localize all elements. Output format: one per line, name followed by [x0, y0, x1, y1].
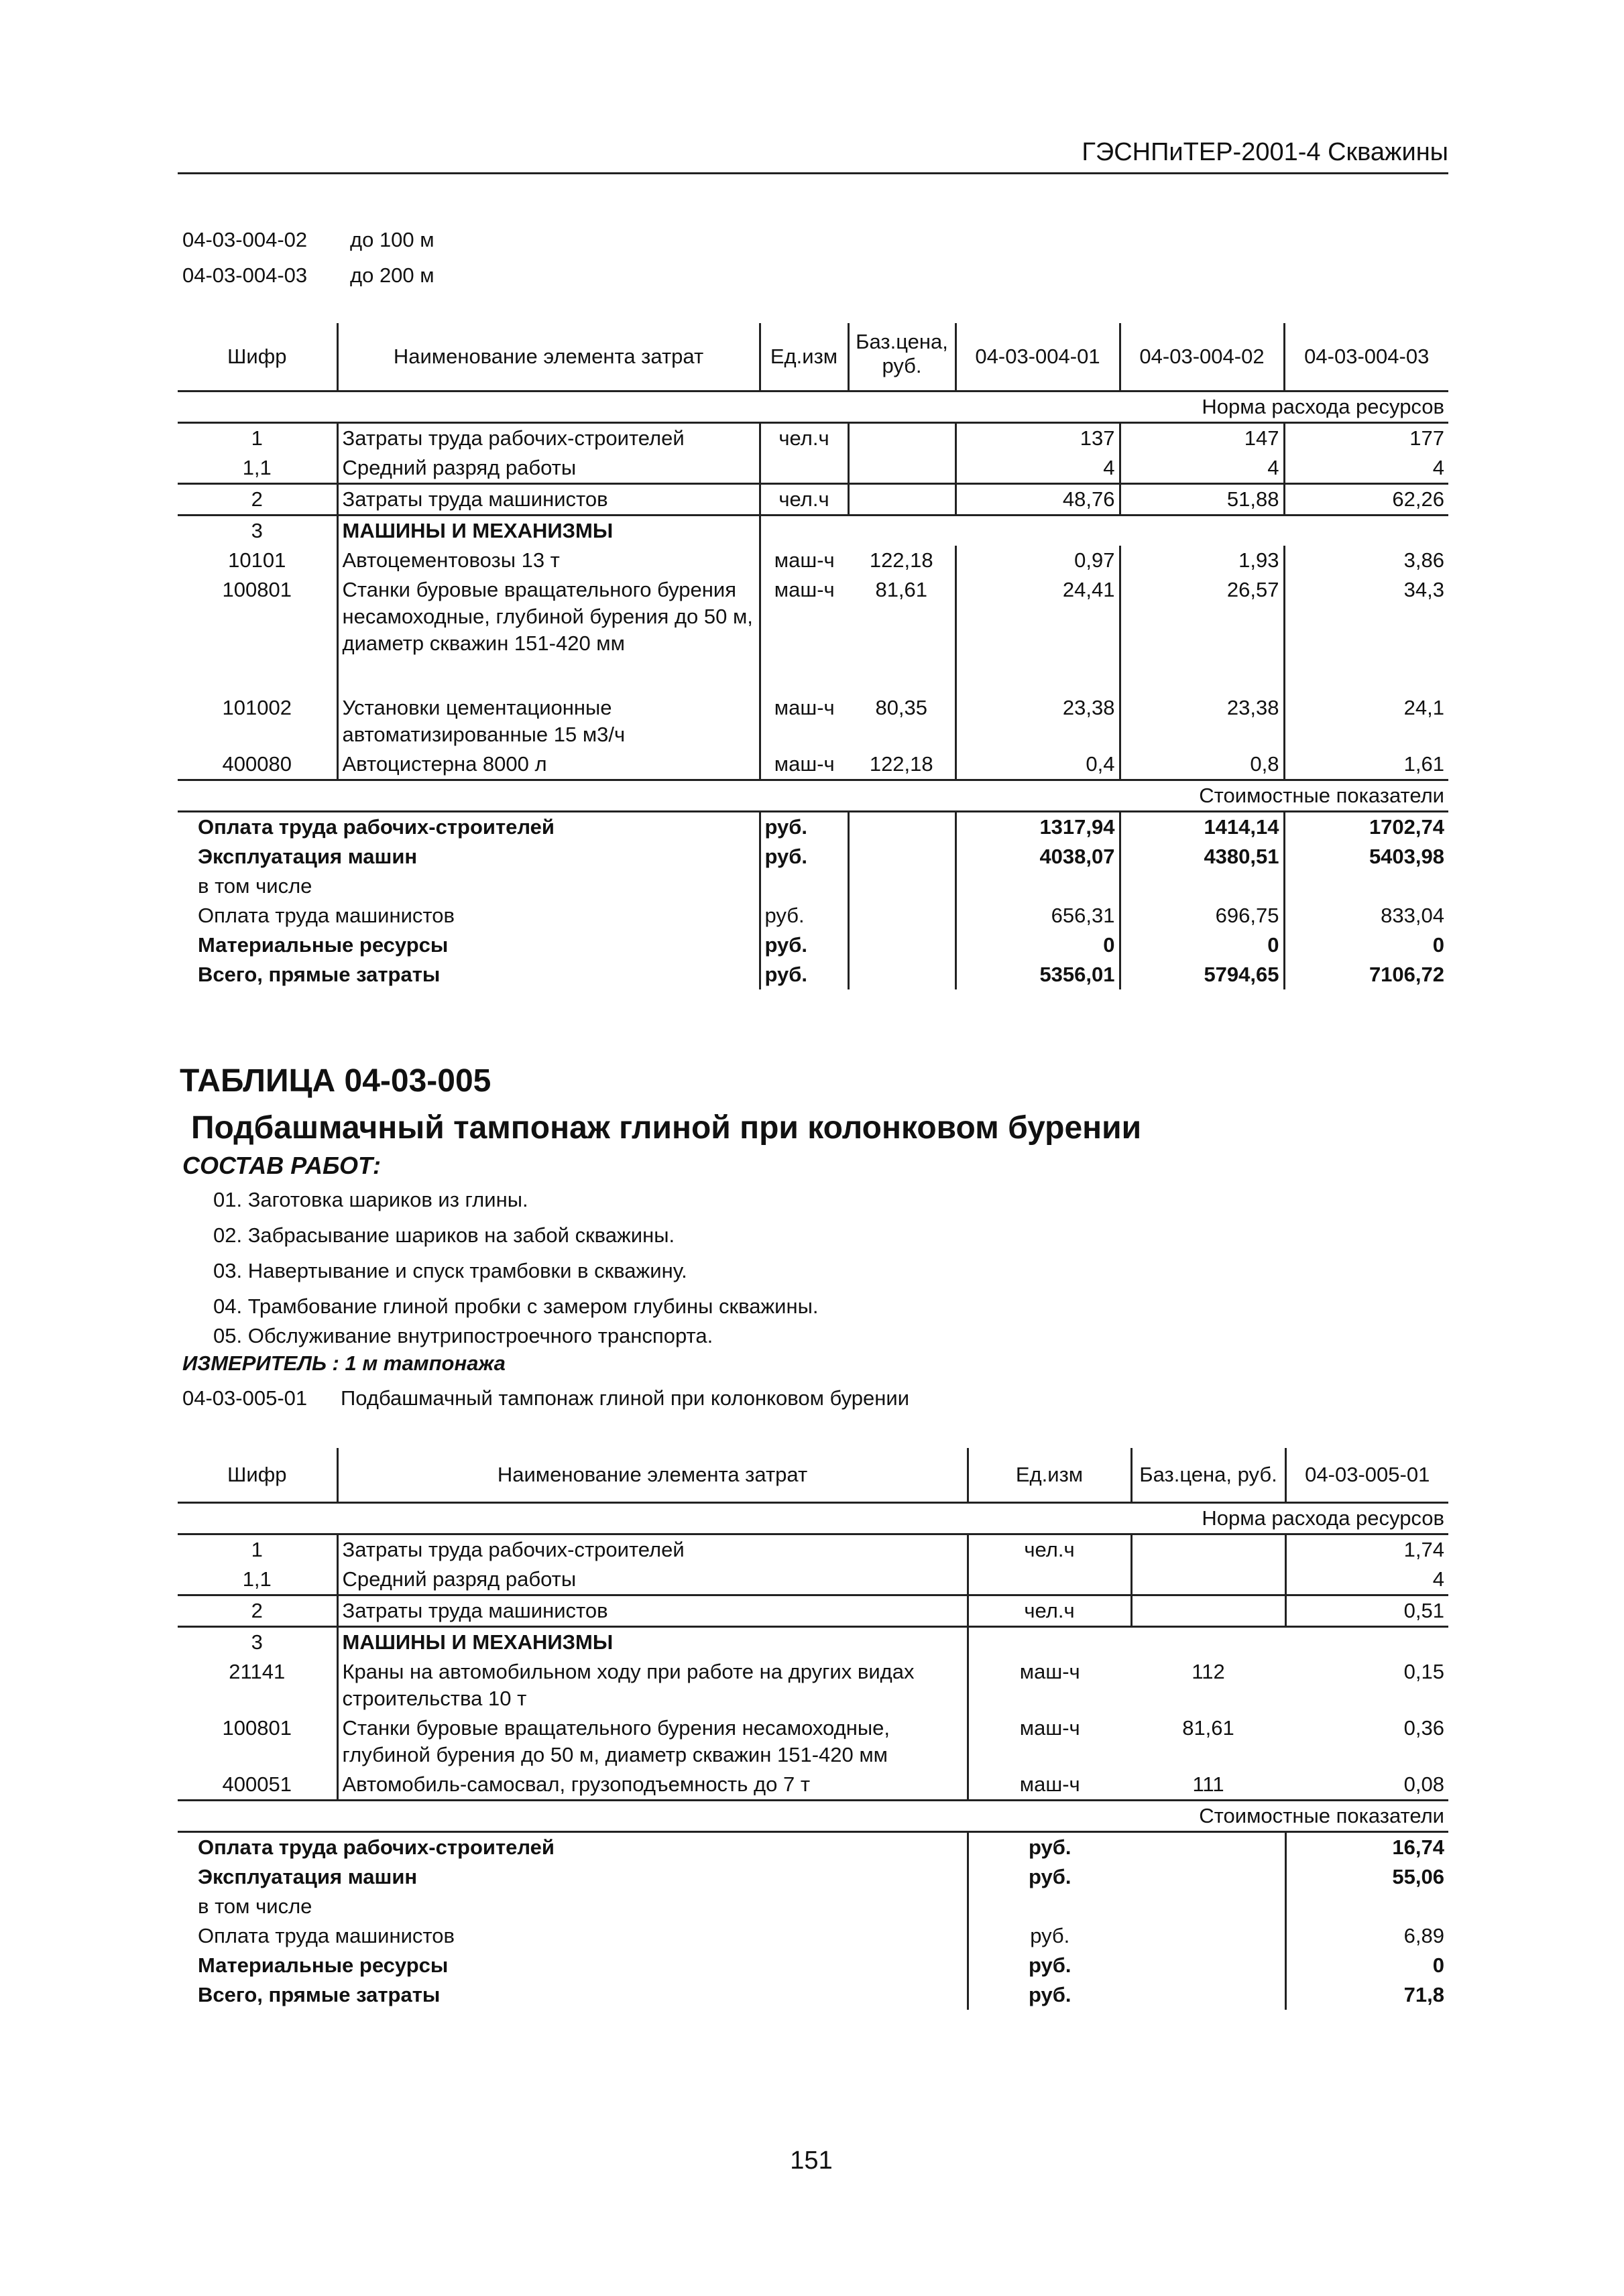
table-row [178, 423, 1448, 454]
row-v2: 0,8 [1120, 749, 1284, 780]
row-price: 81,61 [848, 575, 955, 693]
cost-unit: руб. [760, 960, 848, 989]
table-row [178, 546, 1448, 575]
row-v3: 1,61 [1284, 749, 1448, 780]
cost-row [178, 1862, 1448, 1892]
work-item: 03. Навертывание и спуск трамбовки в скважину. [213, 1259, 687, 1282]
cost-v1 [1285, 1892, 1448, 1921]
col-header-v1: 04-03-004-01 [955, 323, 1120, 391]
row-unit: маш-ч [968, 1770, 1131, 1801]
row-code: 3 [178, 516, 337, 546]
cost-price-empty [848, 901, 955, 930]
norm-label: Норма расхода ресурсов [178, 391, 1448, 423]
table-subtitle: Подбашмачный тампонаж глиной при колонковом бурении [191, 1110, 1142, 1146]
code-line [182, 1386, 909, 1410]
cost-unit [760, 871, 848, 901]
row-v1: 48,76 [955, 484, 1120, 516]
cost-price-empty [848, 812, 955, 843]
row-unit [760, 453, 848, 484]
cost-name: Материальные ресурсы [178, 930, 760, 960]
work-item: 01. Заготовка шариков из глины. [213, 1188, 528, 1211]
norm-label: Норма расхода ресурсов [178, 1503, 1448, 1534]
row-v2 [1120, 516, 1284, 546]
row-name: Краны на автомобильном ходу при работе на других видах строительства 10 т [337, 1657, 968, 1713]
cost-v2: 4380,51 [1120, 842, 1284, 871]
norm-label-row [178, 391, 1448, 423]
cost-v2: 1414,14 [1120, 812, 1284, 843]
cost-row [178, 1921, 1448, 1951]
row-code: 1,1 [178, 1565, 337, 1595]
cost-unit: руб. [760, 842, 848, 871]
row-name: Станки буровые вращательного бурения несамоходные, глубиной бурения до 50 м, диаметр скважин 151-420 мм [337, 1713, 968, 1770]
row-unit: чел.ч [968, 1534, 1131, 1565]
row-code: 101002 [178, 693, 337, 749]
cost-v1: 71,8 [1403, 1983, 1444, 2006]
cost-unit: руб. [760, 930, 848, 960]
cost-v1: 0 [1432, 1953, 1444, 1977]
row-v1: 4 [955, 453, 1120, 484]
variant-line [182, 263, 434, 288]
col-header-code: Шифр [178, 1448, 337, 1503]
row-code: 1,1 [178, 453, 337, 484]
cost-price-empty [1131, 1921, 1285, 1951]
row-price: 80,35 [848, 693, 955, 749]
cost-unit [968, 1892, 1131, 1921]
row-v2: 51,88 [1120, 484, 1284, 516]
col-header-v1: 04-03-005-01 [1285, 1448, 1448, 1503]
row-price: 112 [1192, 1660, 1225, 1683]
row-code: 21141 [178, 1657, 337, 1713]
row-v2: 26,57 [1120, 575, 1284, 693]
cost-unit: руб. [760, 812, 848, 843]
table-row [178, 1627, 1448, 1658]
row-v3: 3,86 [1403, 548, 1444, 572]
row-v1: 23,38 [955, 693, 1120, 749]
row-unit: маш-ч [774, 696, 835, 719]
row-v1: 0,15 [1403, 1660, 1444, 1683]
row-v1: 0,36 [1403, 1716, 1444, 1740]
header-rule [178, 172, 1448, 174]
row-v2: 1,93 [1120, 546, 1284, 575]
cost-label: Стоимостные показатели [178, 780, 1448, 812]
cost-v2: 5794,65 [1120, 960, 1284, 989]
code-value: 04-03-005-01 [182, 1386, 308, 1410]
row-v1: 137 [955, 423, 1120, 454]
row-name: Автомобиль-самосвал, грузоподъемность до 7 т [337, 1770, 968, 1801]
table-row [178, 1565, 1448, 1595]
col-header-price: Баз.цена, руб. [848, 323, 955, 391]
code-description: Подбашмачный тампонаж глиной при колонковом бурении [341, 1386, 910, 1410]
row-v3: 177 [1409, 426, 1444, 450]
cost-v1 [955, 871, 1120, 901]
work-item: 05. Обслуживание внутрипостроечного транспорта. [213, 1324, 713, 1347]
col-header-v3: 04-03-004-03 [1284, 323, 1448, 391]
cost-v1: 4038,07 [955, 842, 1120, 871]
row-unit: чел.ч [968, 1595, 1131, 1627]
variant-desc: до 200 м [350, 263, 434, 287]
row-price: 81,61 [1182, 1716, 1234, 1740]
row-v1: 0,51 [1285, 1595, 1448, 1627]
norms-table-04-03-004 [178, 323, 1448, 989]
cost-v1: 656,31 [955, 901, 1120, 930]
table-row [178, 1595, 1448, 1627]
col-header-name: Наименование элемента затрат [337, 323, 760, 391]
cost-unit: руб. [1028, 1983, 1071, 2006]
cost-name: Эксплуатация машин [178, 1862, 968, 1892]
row-name: Установки цементационные автоматизированные 15 м3/ч [337, 693, 760, 749]
cost-row [178, 1980, 1448, 2010]
row-code: 10101 [178, 546, 337, 575]
cost-v3 [1284, 871, 1448, 901]
row-name: МАШИНЫ И МЕХАНИЗМЫ [337, 516, 760, 546]
row-unit [760, 516, 848, 546]
table-row [178, 1770, 1448, 1801]
cost-name: Всего, прямые затраты [178, 960, 760, 989]
variant-desc: до 100 м [350, 228, 434, 251]
row-name: Затраты труда машинистов [337, 484, 760, 516]
cost-name: Оплата труда рабочих-строителей [178, 1832, 968, 1863]
cost-unit: руб. [1028, 1953, 1071, 1977]
cost-v1: 55,06 [1392, 1865, 1444, 1888]
cost-price-empty [848, 930, 955, 960]
cost-price-empty [1131, 1832, 1285, 1863]
cost-v1: 0 [955, 930, 1120, 960]
table-row [178, 1657, 1448, 1713]
row-unit: маш-ч [774, 548, 835, 572]
row-name: Затраты труда машинистов [337, 1595, 968, 1627]
row-v2: 23,38 [1120, 693, 1284, 749]
row-price [1131, 1534, 1285, 1565]
row-name: Средний разряд работы [337, 1565, 968, 1595]
table-row [178, 484, 1448, 516]
row-unit: чел.ч [760, 423, 848, 454]
row-price [1131, 1565, 1285, 1595]
cost-name: Эксплуатация машин [178, 842, 760, 871]
row-code: 1 [178, 423, 337, 454]
table-row [178, 749, 1448, 780]
col-header-v2: 04-03-004-02 [1120, 323, 1284, 391]
row-v3: 4 [1284, 453, 1448, 484]
cost-v3: 833,04 [1381, 904, 1444, 927]
col-header-code: Шифр [178, 323, 337, 391]
col-header-unit: Ед.изм [968, 1448, 1131, 1503]
cost-v1: 1317,94 [955, 812, 1120, 843]
row-v1: 24,41 [955, 575, 1120, 693]
row-unit: маш-ч [1019, 1660, 1080, 1683]
cost-v2 [1120, 871, 1284, 901]
row-unit [968, 1627, 1131, 1658]
table-row [178, 453, 1448, 484]
running-header: ГЭСНПиТЕР-2001-4 Скважины [1082, 138, 1448, 166]
cost-name: Оплата труда рабочих-строителей [178, 812, 760, 843]
cost-price-empty [848, 960, 955, 989]
col-header-unit: Ед.изм [760, 323, 848, 391]
row-name: МАШИНЫ И МЕХАНИЗМЫ [337, 1627, 968, 1658]
table-row [178, 516, 1448, 546]
row-price [848, 516, 955, 546]
cost-unit: руб. [760, 901, 848, 930]
cost-v3: 7106,72 [1369, 963, 1444, 986]
row-price: 122,18 [848, 749, 955, 780]
cost-price-empty [1131, 1951, 1285, 1980]
row-v3: 62,26 [1284, 484, 1448, 516]
page-number: 151 [790, 2147, 833, 2175]
cost-v3: 1702,74 [1369, 815, 1444, 839]
row-code: 1 [178, 1534, 337, 1565]
row-v1 [955, 516, 1120, 546]
cost-row [178, 901, 1448, 930]
cost-label-row [178, 1801, 1448, 1832]
row-code: 3 [178, 1627, 337, 1658]
cost-v1: 16,74 [1392, 1835, 1444, 1859]
row-v1: 1,74 [1403, 1538, 1444, 1561]
table-header-row [178, 1448, 1448, 1503]
cost-name: в том числе [178, 1892, 968, 1921]
row-unit: маш-ч [760, 749, 848, 780]
col-header-name: Наименование элемента затрат [337, 1448, 968, 1503]
table-row [178, 1713, 1448, 1770]
measure-label: ИЗМЕРИТЕЛЬ : 1 м тампонажа [182, 1351, 506, 1375]
row-v3: 24,1 [1403, 696, 1444, 719]
cost-name: Материальные ресурсы [178, 1951, 968, 1980]
row-price [848, 484, 955, 516]
cost-v2: 0 [1120, 930, 1284, 960]
cost-unit: руб. [1028, 1865, 1071, 1888]
cost-v1: 6,89 [1403, 1924, 1444, 1947]
row-code: 2 [178, 484, 337, 516]
row-v1: 0,4 [955, 749, 1120, 780]
table-header-row [178, 323, 1448, 391]
row-v1 [1285, 1627, 1448, 1658]
table-row [178, 1534, 1448, 1565]
row-price [1131, 1595, 1285, 1627]
cost-v3: 5403,98 [1369, 845, 1444, 868]
work-item: 04. Трамбование глиной пробки с замером глубины скважины. [213, 1294, 819, 1318]
row-name: Станки буровые вращательного бурения несамоходные, глубиной бурения до 50 м, диаметр скважин 151-420 мм [337, 575, 760, 693]
row-name: Затраты труда рабочих-строителей [337, 423, 760, 454]
row-code: 100801 [178, 1713, 337, 1770]
row-v1: 0,08 [1285, 1770, 1448, 1801]
cost-price-empty [1131, 1862, 1285, 1892]
row-v3: 34,3 [1403, 578, 1444, 601]
cost-row [178, 1892, 1448, 1921]
row-price [848, 453, 955, 484]
cost-name: в том числе [178, 871, 760, 901]
row-price: 122,18 [848, 546, 955, 575]
cost-name: Всего, прямые затраты [178, 1980, 968, 2010]
row-unit: чел.ч [760, 484, 848, 516]
cost-row [178, 1832, 1448, 1863]
row-v3 [1284, 516, 1448, 546]
cost-v1: 5356,01 [955, 960, 1120, 989]
row-code: 400080 [178, 749, 337, 780]
cost-label-row [178, 780, 1448, 812]
table-row [178, 575, 1448, 693]
cost-name: Оплата труда машинистов [178, 1921, 968, 1951]
col-header-price: Баз.цена, руб. [1131, 1448, 1285, 1503]
cost-name: Оплата труда машинистов [178, 901, 760, 930]
cost-label: Стоимостные показатели [178, 1801, 1448, 1832]
variant-code: 04-03-004-03 [182, 263, 308, 287]
norms-table-04-03-005 [178, 1448, 1448, 2010]
row-unit: маш-ч [1019, 1716, 1080, 1740]
cost-row [178, 960, 1448, 989]
row-name: Автоцистерна 8000 л [337, 749, 760, 780]
row-unit: маш-ч [774, 578, 835, 601]
row-code: 100801 [178, 575, 337, 693]
row-price [848, 423, 955, 454]
cost-price-empty [1131, 1892, 1285, 1921]
row-code: 400051 [178, 1770, 337, 1801]
cost-price-empty [848, 842, 955, 871]
row-name: Средний разряд работы [337, 453, 760, 484]
row-v1: 0,97 [955, 546, 1120, 575]
row-v2: 147 [1120, 423, 1284, 454]
norm-label-row [178, 1503, 1448, 1534]
cost-row [178, 1951, 1448, 1980]
table-row [178, 693, 1448, 749]
row-unit [968, 1565, 1131, 1595]
cost-v2: 696,75 [1120, 901, 1284, 930]
row-price: 111 [1131, 1770, 1285, 1801]
cost-v3: 0 [1432, 933, 1444, 957]
cost-row [178, 842, 1448, 871]
composition-label: СОСТАВ РАБОТ: [182, 1152, 381, 1179]
row-code: 2 [178, 1595, 337, 1627]
variant-code: 04-03-004-02 [182, 228, 308, 251]
row-v1: 4 [1285, 1565, 1448, 1595]
row-v2: 4 [1120, 453, 1284, 484]
cost-row [178, 871, 1448, 901]
cost-unit: руб. [1030, 1924, 1070, 1947]
variant-line [182, 228, 434, 252]
cost-unit: руб. [1028, 1835, 1071, 1859]
cost-price-empty [848, 871, 955, 901]
work-item: 02. Забрасывание шариков на забой скважины. [213, 1223, 675, 1247]
row-name: Затраты труда рабочих-строителей [337, 1534, 968, 1565]
cost-row [178, 812, 1448, 843]
table-title: ТАБЛИЦА 04-03-005 [180, 1063, 491, 1099]
cost-price-empty [1131, 1980, 1285, 2010]
cost-row [178, 930, 1448, 960]
row-price [1131, 1627, 1285, 1658]
row-name: Автоцементовозы 13 т [337, 546, 760, 575]
